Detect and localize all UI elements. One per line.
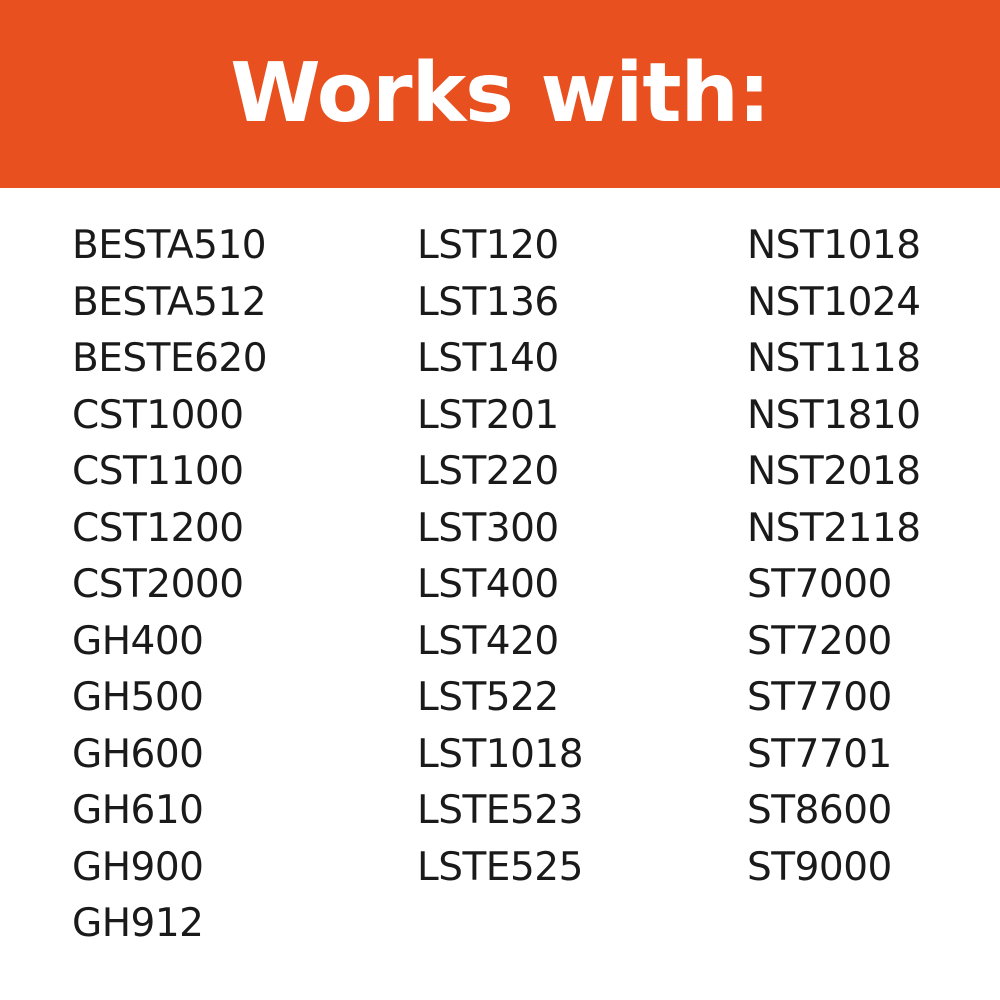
header-banner xyxy=(0,0,1000,188)
list-item: NST2118 xyxy=(747,505,921,551)
list-item: NST1024 xyxy=(747,279,921,325)
page-title: Works with: xyxy=(230,46,770,141)
list-item: GH600 xyxy=(72,731,204,777)
list-item: GH500 xyxy=(72,675,204,720)
list-item: LST136 xyxy=(417,279,559,325)
list-item: ST9000 xyxy=(747,844,892,890)
model-column-3 xyxy=(747,218,1000,953)
list-item: ST7000 xyxy=(747,562,892,607)
model-column-1 xyxy=(72,218,417,953)
list-item: BESTE620 xyxy=(72,336,268,381)
list-item: LST300 xyxy=(417,505,559,551)
list-item: CST1200 xyxy=(72,505,244,551)
list-item: CST2000 xyxy=(72,562,244,607)
list-item: BESTA512 xyxy=(72,279,267,325)
list-item: GH912 xyxy=(72,901,204,946)
list-item: LST522 xyxy=(417,675,559,720)
list-item: CST1000 xyxy=(72,392,244,438)
list-item: ST8600 xyxy=(747,788,892,833)
list-item: LSTE525 xyxy=(417,844,583,890)
list-item: NST1118 xyxy=(747,336,921,381)
list-item: GH900 xyxy=(72,844,204,890)
list-item: LST220 xyxy=(417,449,559,494)
list-item: NST1018 xyxy=(747,223,921,268)
model-columns xyxy=(0,218,1000,953)
list-item: ST7200 xyxy=(747,618,892,664)
list-item: ST7701 xyxy=(747,731,892,777)
list-item: NST1810 xyxy=(747,392,921,438)
list-item: GH610 xyxy=(72,788,204,833)
list-item: LST120 xyxy=(417,223,559,268)
list-item: LST1018 xyxy=(417,731,584,777)
list-item: LST140 xyxy=(417,336,559,381)
list-item: BESTA510 xyxy=(72,223,267,268)
list-item: LST201 xyxy=(417,392,559,438)
model-column-2 xyxy=(417,218,747,953)
list-item: ST7700 xyxy=(747,675,892,720)
list-item: NST2018 xyxy=(747,449,921,494)
list-item: GH400 xyxy=(72,618,204,664)
list-item: LSTE523 xyxy=(417,788,583,833)
list-item: LST400 xyxy=(417,562,559,607)
list-item: CST1100 xyxy=(72,449,244,494)
list-item: LST420 xyxy=(417,618,559,664)
